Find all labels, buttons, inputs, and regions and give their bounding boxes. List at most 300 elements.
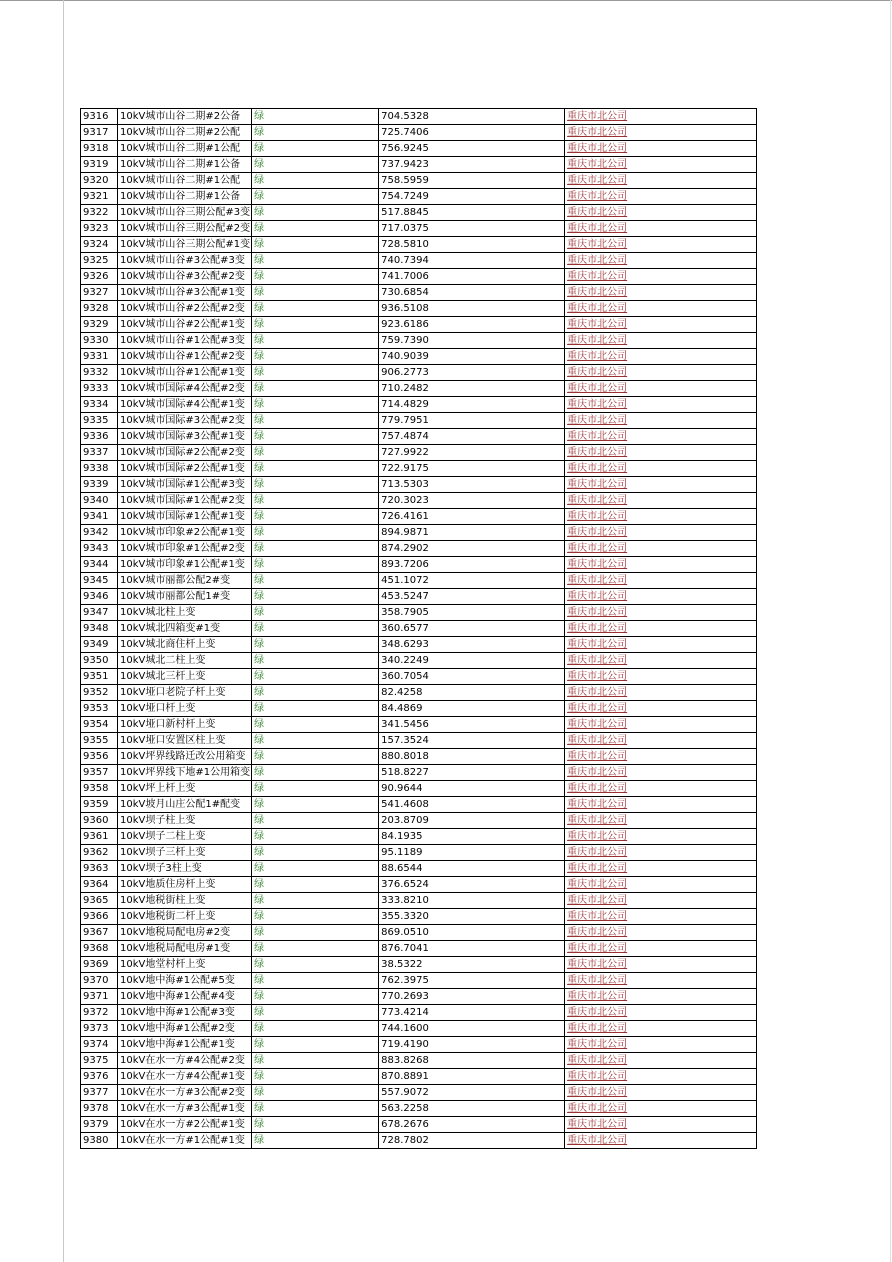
company-link[interactable]: 重庆市北公司 (567, 751, 628, 762)
company-link[interactable]: 重庆市北公司 (567, 655, 628, 666)
row-id-cell: 9363 (81, 861, 118, 877)
company-cell (565, 141, 757, 157)
company-cell (565, 189, 757, 205)
company-cell (565, 173, 757, 189)
device-name-cell: 10kV城市山谷#1公配#1变 (118, 365, 252, 381)
row-id-cell: 9372 (81, 1005, 118, 1021)
table-row (81, 797, 757, 813)
device-name-cell: 10kV城北四箱变#1变 (118, 621, 252, 637)
value-cell: 518.8227 (379, 765, 565, 781)
table-row (81, 829, 757, 845)
value-cell: 759.7390 (379, 333, 565, 349)
status-cell: 绿 (252, 589, 379, 605)
company-link[interactable]: 重庆市北公司 (567, 463, 628, 474)
company-cell (565, 589, 757, 605)
company-link[interactable]: 重庆市北公司 (567, 143, 628, 154)
status-cell: 绿 (252, 493, 379, 509)
device-name-cell: 10kV地质住房杆上变 (118, 877, 252, 893)
value-cell: 84.1935 (379, 829, 565, 845)
row-id-cell: 9376 (81, 1069, 118, 1085)
company-link[interactable]: 重庆市北公司 (567, 911, 628, 922)
status-cell: 绿 (252, 717, 379, 733)
value-cell: 719.4190 (379, 1037, 565, 1053)
company-link[interactable]: 重庆市北公司 (567, 1119, 628, 1130)
value-cell: 883.8268 (379, 1053, 565, 1069)
row-id-cell: 9324 (81, 237, 118, 253)
status-cell: 绿 (252, 461, 379, 477)
row-id-cell: 9371 (81, 989, 118, 1005)
device-name-cell: 10kV城市国际#3公配#1变 (118, 429, 252, 445)
row-id-cell: 9359 (81, 797, 118, 813)
company-link[interactable]: 重庆市北公司 (567, 559, 628, 570)
device-name-cell: 10kV城市国际#4公配#1变 (118, 397, 252, 413)
company-cell (565, 109, 757, 125)
table-row (81, 861, 757, 877)
row-id-cell: 9343 (81, 541, 118, 557)
device-name-cell: 10kV在水一方#4公配#2变 (118, 1053, 252, 1069)
status-cell: 绿 (252, 221, 379, 237)
device-name-cell: 10kV城市山谷#3公配#2变 (118, 269, 252, 285)
status-cell: 绿 (252, 941, 379, 957)
value-cell: 728.5810 (379, 237, 565, 253)
table-row (81, 1133, 757, 1149)
company-link[interactable]: 重庆市北公司 (567, 351, 628, 362)
device-name-cell: 10kV城市山谷#3公配#1变 (118, 285, 252, 301)
company-cell (565, 349, 757, 365)
company-cell (565, 381, 757, 397)
company-link[interactable]: 重庆市北公司 (567, 575, 628, 586)
status-cell: 绿 (252, 205, 379, 221)
company-link[interactable]: 重庆市北公司 (567, 703, 628, 714)
table-row (81, 445, 757, 461)
company-cell (565, 1053, 757, 1069)
row-id-cell: 9337 (81, 445, 118, 461)
company-cell (565, 925, 757, 941)
company-cell (565, 333, 757, 349)
value-cell: 453.5247 (379, 589, 565, 605)
status-cell: 绿 (252, 1005, 379, 1021)
table-row (81, 173, 757, 189)
company-cell (565, 781, 757, 797)
company-cell (565, 653, 757, 669)
company-cell (565, 717, 757, 733)
company-link[interactable]: 重庆市北公司 (567, 991, 628, 1002)
device-name-cell: 10kV城市山谷三期公配#3变 (118, 205, 252, 221)
device-name-cell: 10kV地中海#1公配#5变 (118, 973, 252, 989)
company-cell (565, 1069, 757, 1085)
company-link[interactable]: 重庆市北公司 (567, 367, 628, 378)
company-link[interactable]: 重庆市北公司 (567, 319, 628, 330)
table-row (81, 413, 757, 429)
company-cell (565, 845, 757, 861)
company-link[interactable]: 重庆市北公司 (567, 591, 628, 602)
company-cell (565, 909, 757, 925)
device-name-cell: 10kV坝子3柱上变 (118, 861, 252, 877)
company-cell (565, 829, 757, 845)
row-id-cell: 9362 (81, 845, 118, 861)
company-link[interactable]: 重庆市北公司 (567, 847, 628, 858)
company-link[interactable]: 重庆市北公司 (567, 175, 628, 186)
company-cell (565, 685, 757, 701)
company-link[interactable]: 重庆市北公司 (567, 1023, 628, 1034)
status-cell: 绿 (252, 829, 379, 845)
company-link[interactable]: 重庆市北公司 (567, 207, 628, 218)
company-cell (565, 877, 757, 893)
status-cell: 绿 (252, 925, 379, 941)
company-cell (565, 221, 757, 237)
company-link[interactable]: 重庆市北公司 (567, 863, 628, 874)
company-cell (565, 573, 757, 589)
value-cell: 893.7206 (379, 557, 565, 573)
device-name-cell: 10kV地中海#1公配#3变 (118, 1005, 252, 1021)
status-cell: 绿 (252, 365, 379, 381)
status-cell: 绿 (252, 1117, 379, 1133)
company-cell (565, 989, 757, 1005)
row-id-cell: 9379 (81, 1117, 118, 1133)
value-cell: 376.6524 (379, 877, 565, 893)
status-cell: 绿 (252, 109, 379, 125)
row-id-cell: 9346 (81, 589, 118, 605)
company-cell (565, 621, 757, 637)
row-id-cell: 9338 (81, 461, 118, 477)
company-link[interactable]: 重庆市北公司 (567, 335, 628, 346)
company-cell (565, 637, 757, 653)
company-link[interactable]: 重庆市北公司 (567, 543, 628, 554)
company-link[interactable]: 重庆市北公司 (567, 783, 628, 794)
device-name-cell: 10kV城北商住杆上变 (118, 637, 252, 653)
device-name-cell: 10kV垭口杆上变 (118, 701, 252, 717)
company-cell (565, 1085, 757, 1101)
company-cell (565, 973, 757, 989)
status-cell: 绿 (252, 909, 379, 925)
status-cell: 绿 (252, 749, 379, 765)
table-row (81, 493, 757, 509)
row-id-cell: 9339 (81, 477, 118, 493)
value-cell: 38.5322 (379, 957, 565, 973)
company-link[interactable]: 重庆市北公司 (567, 511, 628, 522)
table-row (81, 477, 757, 493)
company-link[interactable]: 重庆市北公司 (567, 1039, 628, 1050)
table-row (81, 621, 757, 637)
value-cell: 84.4869 (379, 701, 565, 717)
row-id-cell: 9366 (81, 909, 118, 925)
company-link[interactable]: 重庆市北公司 (567, 1103, 628, 1114)
device-name-cell: 10kV地中海#1公配#2变 (118, 1021, 252, 1037)
table-row (81, 189, 757, 205)
device-name-cell: 10kV城市山谷三期公配#2变 (118, 221, 252, 237)
value-cell: 906.2773 (379, 365, 565, 381)
company-cell (565, 765, 757, 781)
company-cell (565, 749, 757, 765)
device-name-cell: 10kV城北三杆上变 (118, 669, 252, 685)
company-cell (565, 1005, 757, 1021)
status-cell: 绿 (252, 1021, 379, 1037)
device-name-cell: 10kV坝子二柱上变 (118, 829, 252, 845)
value-cell: 730.6854 (379, 285, 565, 301)
device-name-cell: 10kV地中海#1公配#4变 (118, 989, 252, 1005)
row-id-cell: 9331 (81, 349, 118, 365)
table-row (81, 317, 757, 333)
row-id-cell: 9358 (81, 781, 118, 797)
value-cell: 725.7406 (379, 125, 565, 141)
table-row (81, 1053, 757, 1069)
device-name-cell: 10kV城市丽都公配2#变 (118, 573, 252, 589)
company-link[interactable]: 重庆市北公司 (567, 431, 628, 442)
company-cell (565, 205, 757, 221)
company-link[interactable]: 重庆市北公司 (567, 687, 628, 698)
status-cell: 绿 (252, 525, 379, 541)
company-link[interactable]: 重庆市北公司 (567, 975, 628, 986)
device-name-cell: 10kV在水一方#1公配#1变 (118, 1133, 252, 1149)
company-link[interactable]: 重庆市北公司 (567, 639, 628, 650)
table-row (81, 349, 757, 365)
row-id-cell: 9334 (81, 397, 118, 413)
status-cell: 绿 (252, 1133, 379, 1149)
status-cell: 绿 (252, 637, 379, 653)
company-link[interactable]: 重庆市北公司 (567, 239, 628, 250)
value-cell: 203.8709 (379, 813, 565, 829)
company-link[interactable]: 重庆市北公司 (567, 735, 628, 746)
company-link[interactable]: 重庆市北公司 (567, 1055, 628, 1066)
row-id-cell: 9349 (81, 637, 118, 653)
row-id-cell: 9364 (81, 877, 118, 893)
company-cell (565, 733, 757, 749)
table-row (81, 525, 757, 541)
table-row (81, 1101, 757, 1117)
company-cell (565, 1037, 757, 1053)
device-name-cell: 10kV城市国际#2公配#1变 (118, 461, 252, 477)
device-name-cell: 10kV地税局配电房#1变 (118, 941, 252, 957)
company-link[interactable]: 重庆市北公司 (567, 255, 628, 266)
company-link[interactable]: 重庆市北公司 (567, 111, 628, 122)
row-id-cell: 9316 (81, 109, 118, 125)
table-row (81, 157, 757, 173)
status-cell: 绿 (252, 125, 379, 141)
row-id-cell: 9374 (81, 1037, 118, 1053)
value-cell: 874.2902 (379, 541, 565, 557)
status-cell: 绿 (252, 189, 379, 205)
value-cell: 333.8210 (379, 893, 565, 909)
value-cell: 88.6544 (379, 861, 565, 877)
table-row (81, 205, 757, 221)
company-link[interactable]: 重庆市北公司 (567, 1135, 628, 1146)
status-cell: 绿 (252, 813, 379, 829)
company-link[interactable]: 重庆市北公司 (567, 383, 628, 394)
device-name-cell: 10kV垭口安置区柱上变 (118, 733, 252, 749)
value-cell: 758.5959 (379, 173, 565, 189)
value-cell: 726.4161 (379, 509, 565, 525)
device-name-cell: 10kV地税局配电房#2变 (118, 925, 252, 941)
company-link[interactable]: 重庆市北公司 (567, 831, 628, 842)
company-link[interactable]: 重庆市北公司 (567, 399, 628, 410)
row-id-cell: 9332 (81, 365, 118, 381)
company-cell (565, 701, 757, 717)
company-cell (565, 461, 757, 477)
company-link[interactable]: 重庆市北公司 (567, 479, 628, 490)
company-link[interactable]: 重庆市北公司 (567, 127, 628, 138)
value-cell: 341.5456 (379, 717, 565, 733)
table-row (81, 813, 757, 829)
device-name-cell: 10kV地堂村杆上变 (118, 957, 252, 973)
value-cell: 360.7054 (379, 669, 565, 685)
row-id-cell: 9328 (81, 301, 118, 317)
status-cell: 绿 (252, 877, 379, 893)
company-link[interactable]: 重庆市北公司 (567, 927, 628, 938)
device-name-cell: 10kV垭口老院子杆上变 (118, 685, 252, 701)
table-row (81, 701, 757, 717)
status-cell: 绿 (252, 333, 379, 349)
company-link[interactable]: 重庆市北公司 (567, 671, 628, 682)
status-cell: 绿 (252, 893, 379, 909)
value-cell: 740.7394 (379, 253, 565, 269)
table-row (81, 141, 757, 157)
device-name-cell: 10kV地税街柱上变 (118, 893, 252, 909)
company-link[interactable]: 重庆市北公司 (567, 719, 628, 730)
company-link[interactable]: 重庆市北公司 (567, 271, 628, 282)
status-cell: 绿 (252, 701, 379, 717)
company-link[interactable]: 重庆市北公司 (567, 1087, 628, 1098)
status-cell: 绿 (252, 237, 379, 253)
company-link[interactable]: 重庆市北公司 (567, 223, 628, 234)
table-row (81, 1021, 757, 1037)
company-cell (565, 525, 757, 541)
company-link[interactable]: 重庆市北公司 (567, 879, 628, 890)
status-cell: 绿 (252, 301, 379, 317)
page-top-edge (0, 0, 892, 1)
company-cell (565, 669, 757, 685)
row-id-cell: 9321 (81, 189, 118, 205)
status-cell: 绿 (252, 1101, 379, 1117)
device-name-cell: 10kV城市山谷二期#2公配 (118, 125, 252, 141)
status-cell: 绿 (252, 845, 379, 861)
table-row (81, 125, 757, 141)
row-id-cell: 9380 (81, 1133, 118, 1149)
row-id-cell: 9378 (81, 1101, 118, 1117)
company-link[interactable]: 重庆市北公司 (567, 415, 628, 426)
row-id-cell: 9347 (81, 605, 118, 621)
company-link[interactable]: 重庆市北公司 (567, 495, 628, 506)
table-row (81, 397, 757, 413)
value-cell: 157.3524 (379, 733, 565, 749)
status-cell: 绿 (252, 509, 379, 525)
value-cell: 340.2249 (379, 653, 565, 669)
table-row (81, 381, 757, 397)
row-id-cell: 9317 (81, 125, 118, 141)
company-link[interactable]: 重庆市北公司 (567, 159, 628, 170)
row-id-cell: 9356 (81, 749, 118, 765)
company-cell (565, 269, 757, 285)
device-name-cell: 10kV城市印象#2公配#1变 (118, 525, 252, 541)
company-cell (565, 509, 757, 525)
row-id-cell: 9365 (81, 893, 118, 909)
row-id-cell: 9354 (81, 717, 118, 733)
device-name-cell: 10kV城市山谷#2公配#1变 (118, 317, 252, 333)
page-right-edge (890, 0, 891, 1262)
row-id-cell: 9350 (81, 653, 118, 669)
row-id-cell: 9336 (81, 429, 118, 445)
table-row (81, 877, 757, 893)
device-name-cell: 10kV城市国际#1公配#2变 (118, 493, 252, 509)
company-link[interactable]: 重庆市北公司 (567, 287, 628, 298)
row-id-cell: 9357 (81, 765, 118, 781)
table-row (81, 605, 757, 621)
company-cell (565, 957, 757, 973)
company-link[interactable]: 重庆市北公司 (567, 447, 628, 458)
value-cell: 704.5328 (379, 109, 565, 125)
company-cell (565, 557, 757, 573)
row-id-cell: 9375 (81, 1053, 118, 1069)
table-row (81, 589, 757, 605)
row-id-cell: 9377 (81, 1085, 118, 1101)
device-name-cell: 10kV城市山谷二期#1公配 (118, 141, 252, 157)
status-cell: 绿 (252, 653, 379, 669)
company-link[interactable]: 重庆市北公司 (567, 191, 628, 202)
company-link[interactable]: 重庆市北公司 (567, 1071, 628, 1082)
table-row (81, 237, 757, 253)
table-row (81, 781, 757, 797)
table-row (81, 637, 757, 653)
status-cell: 绿 (252, 157, 379, 173)
device-name-cell: 10kV城市国际#4公配#2变 (118, 381, 252, 397)
device-name-cell: 10kV城市山谷三期公配#1变 (118, 237, 252, 253)
status-cell: 绿 (252, 1085, 379, 1101)
status-cell: 绿 (252, 957, 379, 973)
company-cell (565, 477, 757, 493)
company-link[interactable]: 重庆市北公司 (567, 815, 628, 826)
value-cell: 713.5303 (379, 477, 565, 493)
value-cell: 756.9245 (379, 141, 565, 157)
device-table (80, 108, 757, 1149)
company-link[interactable]: 重庆市北公司 (567, 895, 628, 906)
value-cell: 923.6186 (379, 317, 565, 333)
table-row (81, 653, 757, 669)
company-link[interactable]: 重庆市北公司 (567, 1007, 628, 1018)
device-name-cell: 10kV坡月山庄公配1#配变 (118, 797, 252, 813)
company-link[interactable]: 重庆市北公司 (567, 943, 628, 954)
company-cell (565, 285, 757, 301)
row-id-cell: 9327 (81, 285, 118, 301)
value-cell: 557.9072 (379, 1085, 565, 1101)
company-link[interactable]: 重庆市北公司 (567, 623, 628, 634)
company-link[interactable]: 重庆市北公司 (567, 959, 628, 970)
company-cell (565, 125, 757, 141)
status-cell: 绿 (252, 253, 379, 269)
value-cell: 95.1189 (379, 845, 565, 861)
table-row (81, 461, 757, 477)
table-row (81, 285, 757, 301)
device-name-cell: 10kV城市山谷#1公配#2变 (118, 349, 252, 365)
value-cell: 737.9423 (379, 157, 565, 173)
company-link[interactable]: 重庆市北公司 (567, 799, 628, 810)
table-row (81, 269, 757, 285)
row-id-cell: 9318 (81, 141, 118, 157)
company-link[interactable]: 重庆市北公司 (567, 527, 628, 538)
row-id-cell: 9326 (81, 269, 118, 285)
company-link[interactable]: 重庆市北公司 (567, 767, 628, 778)
row-id-cell: 9369 (81, 957, 118, 973)
table-row (81, 973, 757, 989)
row-id-cell: 9319 (81, 157, 118, 173)
company-link[interactable]: 重庆市北公司 (567, 303, 628, 314)
value-cell: 678.2676 (379, 1117, 565, 1133)
row-id-cell: 9320 (81, 173, 118, 189)
device-name-cell: 10kV地中海#1公配#1变 (118, 1037, 252, 1053)
device-name-cell: 10kV城市国际#1公配#3变 (118, 477, 252, 493)
company-link[interactable]: 重庆市北公司 (567, 607, 628, 618)
value-cell: 754.7249 (379, 189, 565, 205)
device-name-cell: 10kV在水一方#3公配#1变 (118, 1101, 252, 1117)
device-name-cell: 10kV城市印象#1公配#2变 (118, 541, 252, 557)
